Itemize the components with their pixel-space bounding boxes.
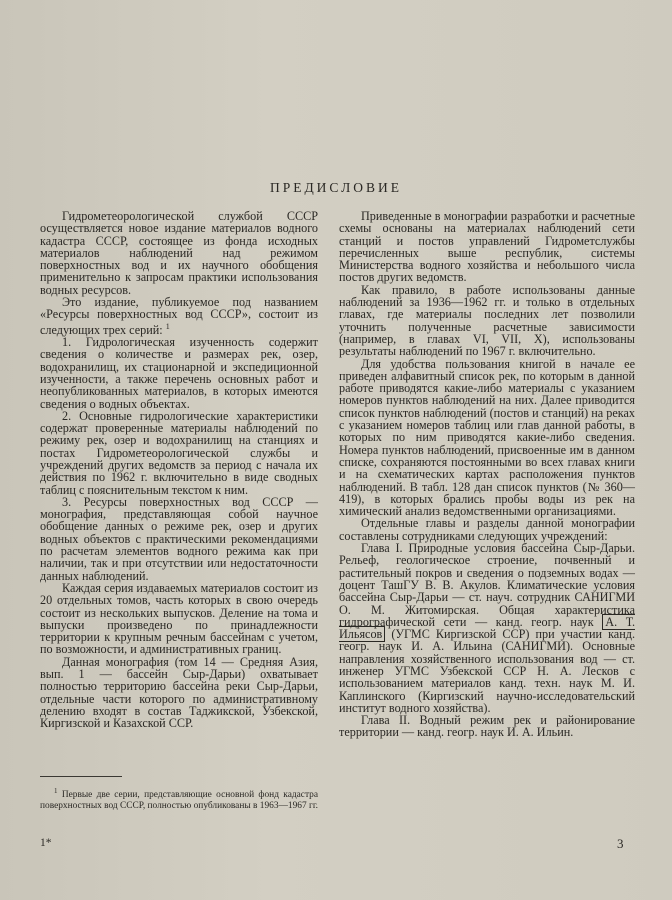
authors-paragraph: Отдельные главы и разделы данной монографии составлены сотрудниками следующих учреждений:	[339, 516, 635, 543]
footnote: $^1$ Первые две серии, представляющие основной фонд кадастра поверхностных вод СССР, полностью опубликованы в 1963—1967 гг.	[40, 787, 319, 811]
series-2-paragraph: 2. Основные гидрологические характеристики содержат проверенные материалы наблюдений по режиму рек, озер и водохранилищ на станциях и постах Гидрометеорологической службы и учреждений других ведомств за период с начала их действия по 1962 г. включительно в виде сводных таблиц с пояснительным текстом к ним.	[40, 408, 318, 497]
data-period-paragraph: Как правило, в работе использованы данные наблюдений за 1936—1962 гг. и только в отдельных главах, где материалы последних лет позволили уточнить полученные расчетные зависимости (например, в главах VI, VII, X), использованы результаты наблюдений по 1967 г. включительно.	[339, 282, 635, 359]
series-1-paragraph: 1. Гидрологическая изученность содержит сведения о количестве и размерах рек, озер, водохранилищ, их стационарной и экспедиционной изученности, а также перечень основных работ и неопубликованных материалов, в которых имеются сведения о водных объектах.	[40, 335, 318, 411]
index-paragraph: Для удобства пользования книгой в начале ее приведен алфавитный список рек, по которым в данной работе приводятся какие-либо материалы с указанием номеров пунктов наблюдений на них. Далее приводится список пунктов наблюдений (постов и станций) на реках с указанием номеров таблиц или глав данной работы, в которых по ним приводятся какие-либо сведения. Номера пунктов наблюдений, присвоенные им в данном списке, сохраняются постоянными во всех главах книги и на схематических картах расположения пунктов наблюдений. В табл. 128 дан список пунктов (№ 360—419), в которых брались пробы воды из рек на химический анализ ведомственными организациями.	[339, 356, 635, 519]
right-column	[339, 210, 635, 739]
footnote-divider	[40, 776, 122, 777]
footnote-mark: 1	[165, 321, 170, 331]
chapter-2-paragraph: Глава II. Водный режим рек и районирование территории — канд. геогр. наук И. А. Ильин.	[339, 713, 635, 740]
series-intro-paragraph: Это издание, публикуемое под названием «Ресурсы поверхностных вод СССР», состоит из следующих трех серий: $^1$	[40, 295, 318, 337]
chapter-1-paragraph: Глава I. Природные условия бассейна Сыр-Дарьи. Рельеф, геологическое строение, почвенный и растительный покров и сведения о подземных водах — доцент ТашГУ В. В. Акулов. Климатические условия бассейна Сыр-Дарьи — ст. науч. сотрудник САНИГМИ О. М. Житомирская. Общая характеристика гидрографической сети — канд. геогр. наук А. Т. Ильясов (УГМС Киргизской ССР) при участии канд. геогр. наук И. А. Ильина (САНИГМИ). Основные направления хозяйственного использования вод — ст. инженер УГМС Узбекской ССР Н. А. Лесков с использованием материалов канд. техн. наук М. И. Каплинского (Киргизский научно-исследовательский институт водного хозяйства).	[339, 541, 635, 715]
signature-mark: 1*	[40, 837, 52, 849]
series-3-paragraph: 3. Ресурсы поверхностных вод СССР — монография, представляющая собой научное обобщение данных о режиме рек, озер и других водных объектов с практическими рекомендациями по расчетам элементов водного режима как при наличии, так и при отсутствии или недостаточности данных наблюдений.	[40, 494, 318, 583]
page-title: ПРЕДИСЛОВИЕ	[269, 180, 403, 195]
highlighted-author-name: А. Т. Ильясов	[339, 614, 635, 642]
monograph-paragraph: Данная монография (том 14 — Средняя Азия, вып. 1 — бассейн Сыр-Дарьи) охватывает полностью территорию бассейна реки Сыр-Дарьи, отдельные части которого по административному делению входят в состав Таджикской, Узбекской, Киргизской и Казахской ССР.	[40, 654, 318, 731]
volumes-paragraph: Каждая серия издаваемых материалов состоит из 20 отдельных томов, часть которых в свою очередь состоит из нескольких выпусков. Деление на тома и выпуски произведено по принадлежности территории к крупным речным бассейнам с учетом, по возможности, и административных границ.	[40, 580, 318, 657]
footnote-text: Первые две серии, представляющие основной фонд кадастра поверхностных вод СССР, полностью опубликованы в 1963—1967 гг.	[40, 790, 319, 811]
left-column	[40, 210, 318, 730]
intro-paragraph: Гидрометеорологической службой СССР осуществляется новое издание материалов водного кадастра СССР, состоящее из фонда исходных материалов наблюдений над режимом поверхностных вод и их научного обобщения применительно к запросам практики использования водных ресурсов.	[40, 209, 318, 297]
page-number: 3	[617, 836, 624, 851]
methods-paragraph: Приведенные в монографии разработки и расчетные схемы основаны на материалах наблюдений сети станций и постов управлений Гидрометслужбы перечисленных выше республик, системы Министерства водного хозяйства и небольшого числа постов других ведомств.	[339, 209, 635, 285]
